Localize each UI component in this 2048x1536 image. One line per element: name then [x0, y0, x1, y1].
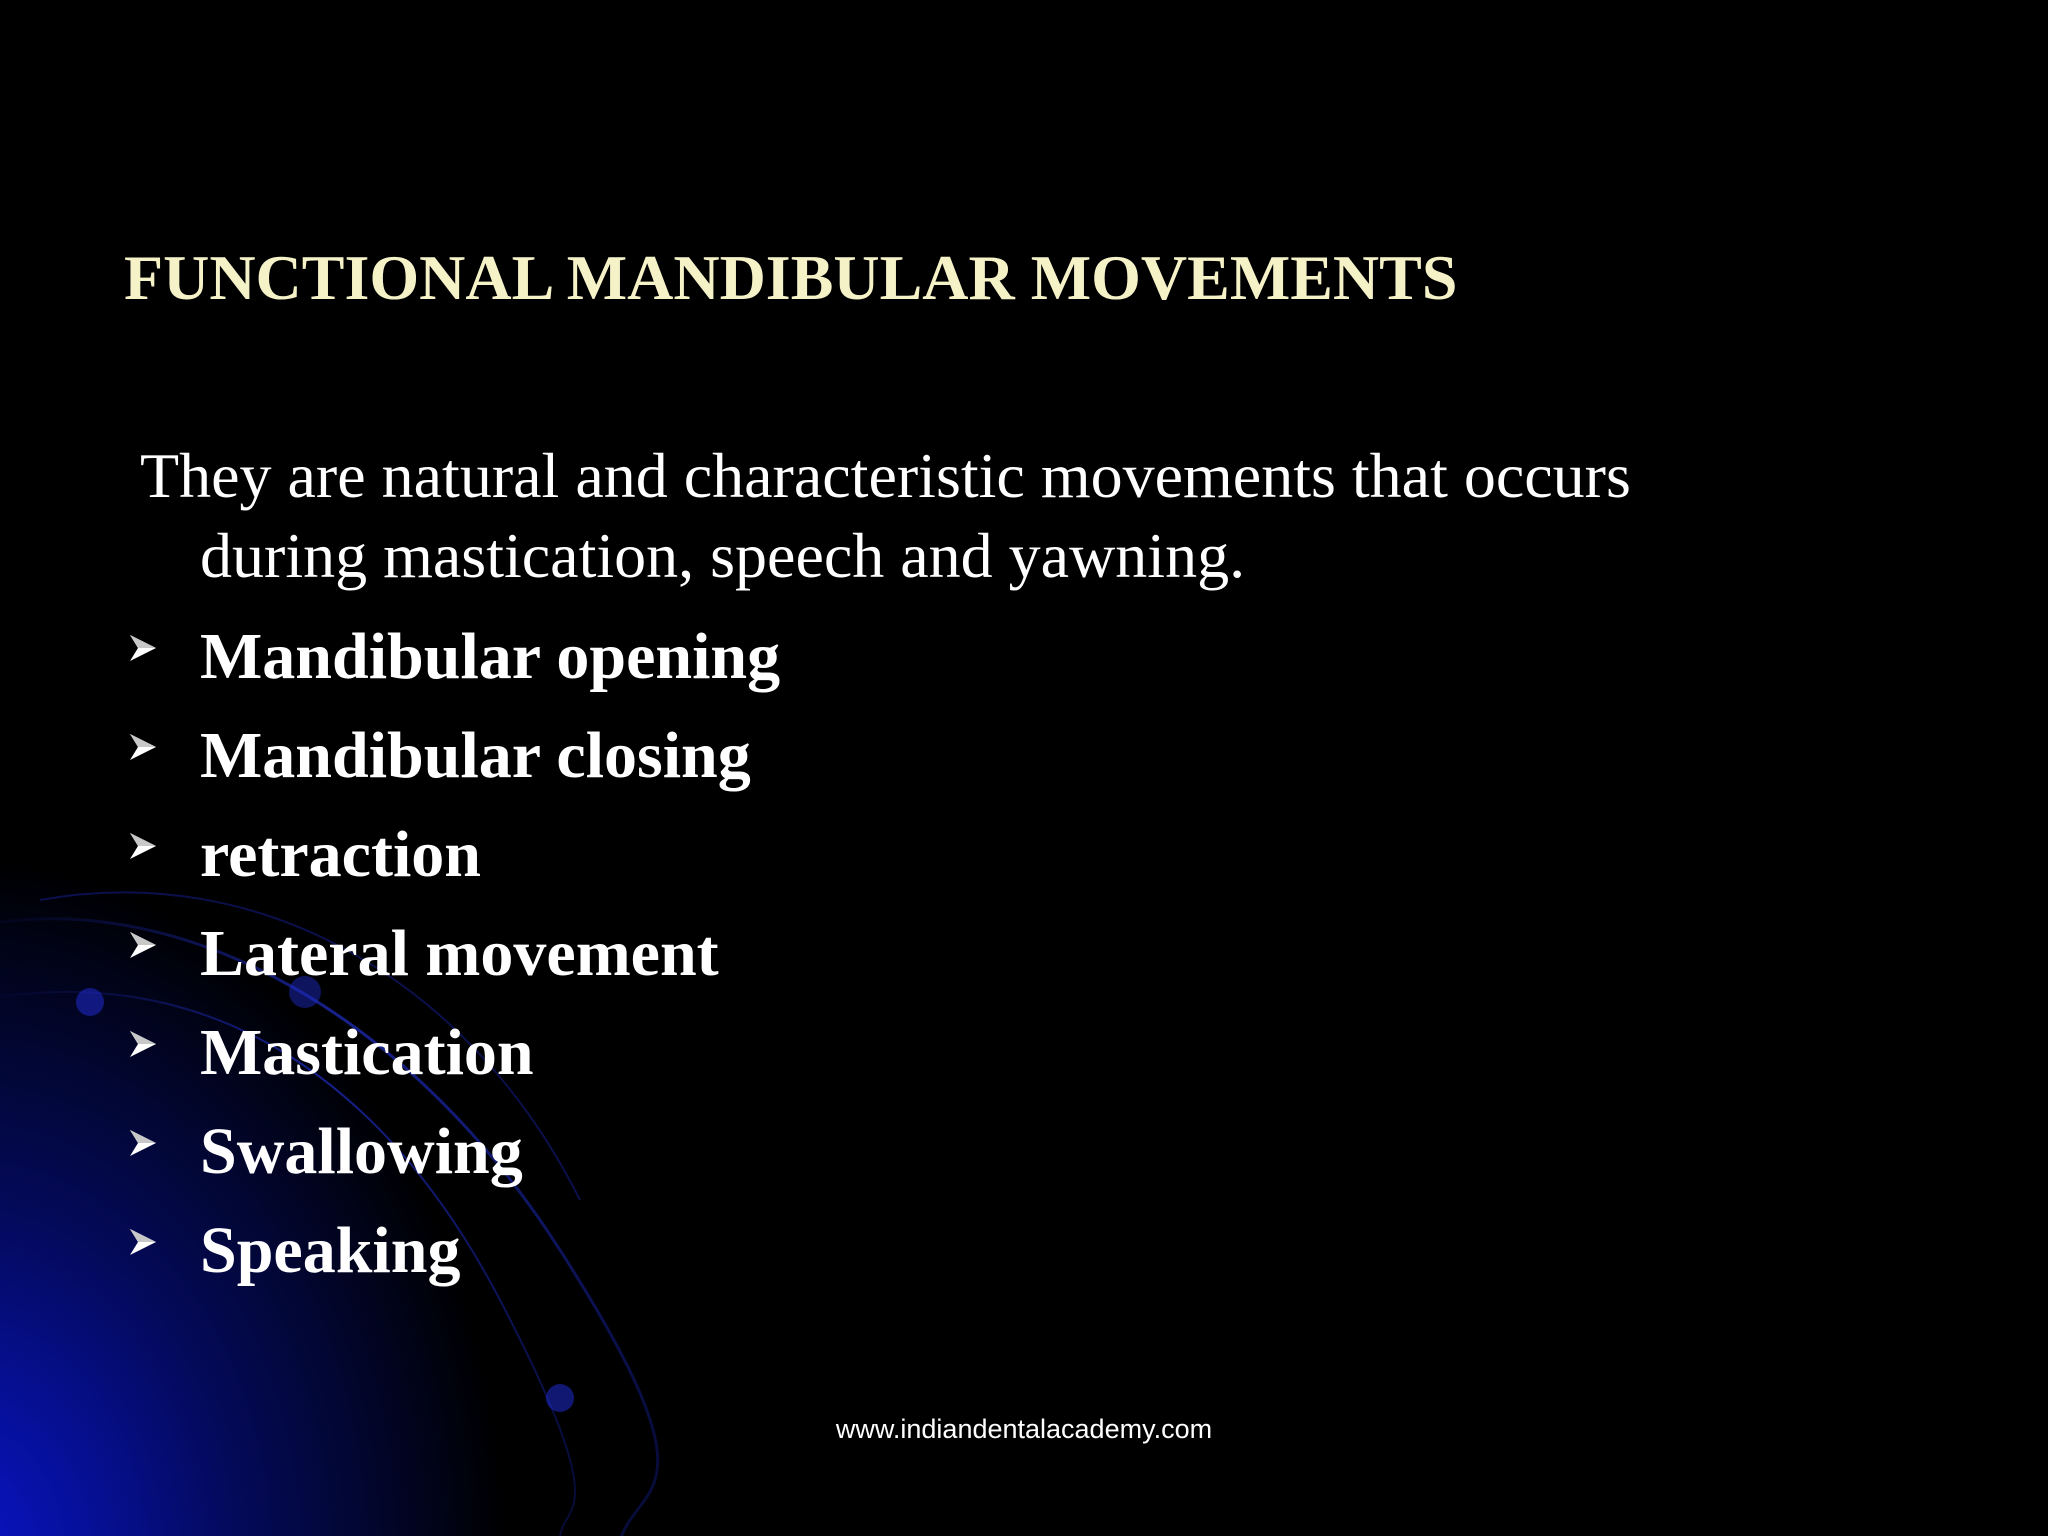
intro-line-1: They are natural and characteristic movements that occurs [140, 440, 1631, 511]
arrow-bullet-icon [128, 732, 158, 762]
list-item-label: Lateral movement [200, 917, 719, 990]
arrow-bullet-icon [128, 1128, 158, 1158]
list-item-label: Swallowing [200, 1115, 523, 1188]
arrow-bullet-icon [128, 1029, 158, 1059]
list-item-label: retraction [200, 818, 481, 891]
list-item-label: Mastication [200, 1016, 534, 1089]
list-item-label: Speaking [200, 1214, 461, 1287]
arrow-bullet-icon [128, 831, 158, 861]
arrow-bullet-icon [128, 1227, 158, 1257]
intro-paragraph [140, 436, 1840, 596]
arrow-bullet-icon [128, 930, 158, 960]
slide-title: FUNCTIONAL MANDIBULAR MOVEMENTS [124, 242, 1458, 313]
footer-url: www.indiandentalacademy.com [835, 1414, 1213, 1444]
intro-line-2: during mastication, speech and yawning. [200, 520, 1246, 591]
list-item-label: Mandibular opening [200, 620, 781, 693]
arrow-bullet-icon [128, 633, 158, 663]
list-item-label: Mandibular closing [200, 719, 751, 792]
